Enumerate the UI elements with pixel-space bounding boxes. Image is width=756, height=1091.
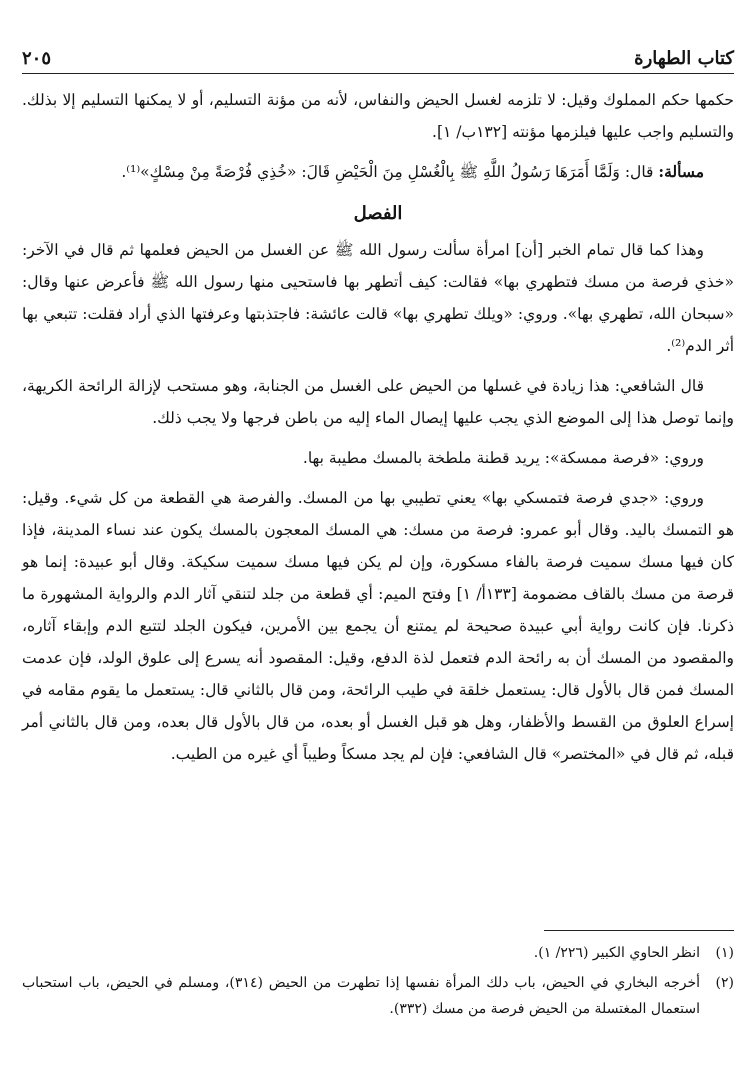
- footnote-text: انظر الحاوي الكبير (٢٢٦/ ١).: [533, 945, 700, 961]
- page-number: ٢٠٥: [22, 48, 52, 69]
- paragraph-3: قال الشافعي: هذا زيادة في غسلها من الحيض على الغسل من الجنابة، وهو مستحب لإزالة الرائحة الكريهة، وإنما توصل هذا إلى الموضع الذي يجب عليها إيصال الماء إليه من باطن فرجها ولا يجب ذلك.: [22, 377, 734, 427]
- section-heading: الفصل: [353, 203, 403, 224]
- paragraph-5: وروي: «جدي فرصة فتمسكي بها» يعني تطيبي بها من المسك. والفرصة هي القطعة من كل شيء. وقيل: هو التمسك باليد. وقال أبو عمرو: فرصة من مسك: هي المسك المعجون بالمسك يكون عند نساء المدينة، فإذا كان فيها مسك سميت فرصة بالفاء مسكورة، وإن لم يكن فيها مسك سميت سكيكة. وقال أبو عبيدة: إنما هو قرصة من مسك بالقاف مضمومة [١٣٣أ/ ١] وفتح الميم: أي قطعة من جلد لتنقي آثار الدم والرواية المشهورة ما ذكرنا. فإن كانت رواية أبي عبيدة صحيحة لم يمتنع أن يجمع بين الأمرين، فيكون الجلد لتتبع الدم وإبقاء آثاره، والمقصود من المسك أن به رائحة الدم فتعمل لذة الدفع، وقيل: المقصود أنه يسرع إلى علوق الولد، فإن عدمت المسك فمن قال بالأول قال: يستعمل خلقة في طيب الرائحة، ومن قال بالثاني قال: يستعمل ما يقوم مقامه في إسراع العلوق من القسط والأظفار، وهل هو قبل الغسل أو بعده، من قال بالأول قال بعده، ومن قال بالثاني أمر قبله، ثم قال في «المختصر» قال الشافعي: فإن لم يجد مسكاً وطيباً أي غيره من الطيب.: [22, 489, 735, 763]
- paragraph-2: وهذا كما قال تمام الخبر [أن] امرأة سألت رسول الله ﷺ عن الغسل من الحيض فعلمها ثم قال في الآخر: «خذي فرصة من مسك فتطهري بها» فقالت: كيف أتطهر بها فاستحيى منها رسول الله ﷺ فأعرض عنها وقال: «سبحان الله، تطهري بها». وروي: «ويلك تطهري بها» قالت عائشة: فاجتذبتها وعرفتها الذي أراد فقلت: تتبعي بها أثر الدم⁽²⁾.: [22, 241, 734, 355]
- footnote-text: أخرجه البخاري في الحيض، باب دلك المرأة نفسها إذا تطهرت من الحيض (٣١٤)، ومسلم في الحيض، باب استحباب استعمال المغتسلة من الحيض فرصة من مسك (٣٣٢).: [22, 975, 700, 1017]
- footnotes: [22, 940, 734, 1026]
- footnote-1: [22, 940, 734, 966]
- page-header: [22, 40, 734, 74]
- main-text: [22, 84, 734, 770]
- footnote-number: (١): [715, 945, 734, 961]
- running-title: كتاب الطهارة: [634, 48, 734, 69]
- paragraph-1: حكمها حكم المملوك وقيل: لا تلزمه لغسل الحيض والنفاس، لأنه من مؤنة التسليم، أو لا يمكنها التسليم إلا بذلك. والتسليم واجب عليها فيلزمها مؤنته [١٣٢ب/ ١].: [22, 91, 734, 141]
- footnote-2: [22, 970, 734, 1022]
- footnote-number: (٢): [715, 975, 734, 991]
- masala-term: مسألة:: [658, 162, 704, 181]
- paragraph-4: وروي: «فرصة ممسكة»: يريد قطنة ملطخة بالمسك مطيبة بها.: [302, 449, 704, 467]
- masala-text: قال: وَلَمَّا أَمَرَهَا رَسُولُ اللَّهِ ﷺ بِالْغُسْلِ مِنَ الْحَيْضِ قَالَ: «خُذِي فُرْصَةً مِنْ مِسْكٍ»⁽¹⁾.: [121, 163, 659, 181]
- footnote-separator: [544, 930, 734, 931]
- masala-paragraph: [22, 156, 734, 188]
